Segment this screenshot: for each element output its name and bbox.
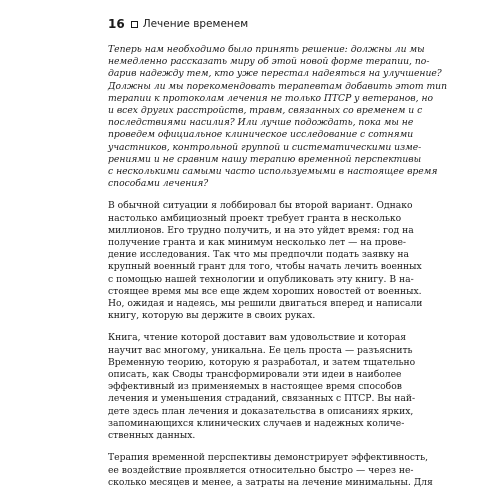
text-line: Но, ожидая и надеясь, мы решили двигаться вперед и написали [108,298,423,310]
text-line: последствиями насилия? Или лучше подождать, пока мы не [108,117,414,129]
text-line: ственных данных. [108,430,196,442]
page-number: 16 [108,17,125,31]
paragraph [108,332,416,442]
text-line: получение гранта и как минимум несколько лет — на прове- [108,237,407,249]
text-line: способами лечения? [108,178,209,190]
text-line: проведем официальное клиническое исследование с сотнями [108,129,414,141]
text-line: участников, контрольной группой и систематическими изме- [108,141,422,153]
paragraph-gap [108,442,394,452]
running-head [108,14,248,34]
text-line: стоящее время мы все еще ждем хороших новостей от военных. [108,285,422,297]
paragraph-gap [108,322,394,332]
text-line: Терапия временной перспективы демонстрирует эффективность, [108,452,429,464]
text-line: Книга, чтение которой доставит вам удовольствие и которая [108,332,407,344]
text-line: сколько месяцев и менее, а затраты на лечение минимальны. Для [108,476,433,488]
text-line: с несколькими самыми часто используемыми в настоящее время [108,166,438,178]
text-line: терапии к протоколам лечения не только ПТСР у ветеранов, но [108,92,434,104]
text-line: ее воздействие проявляется относительно быстро — через не- [108,464,414,476]
text-line: Временную теорию, которую я разработал, и затем тщательно [108,356,416,368]
text-line: Должны ли мы порекомендовать терапевтам добавить этот тип [108,80,448,92]
text-line: запоминающихся клинических случаев и надежных количе- [108,417,405,429]
body-text [108,44,448,489]
paragraph-gap [108,190,394,200]
text-line: немедленно рассказать миру об этой новой форме терапии, по- [108,56,430,68]
text-line: и всех других расстройств, травм, связанных со временем и с [108,105,423,117]
text-line: описать, как Своды трансформировали эти идеи в наиболее [108,369,402,381]
section-title: Лечение временем [142,18,249,30]
text-line: Теперь нам необходимо было принять решение: должны ли мы [108,44,425,55]
text-line: рениями и не сравним нашу терапию временной перспективы [108,153,422,165]
text-line: дете здесь план лечения и доказательства в описаниях ярких, [108,405,414,417]
text-line: миллионов. Его трудно получить, и на это уйдет время: год на [108,224,414,236]
square-icon [131,21,138,28]
text-line: книгу, которую вы держите в своих руках. [108,310,316,322]
paragraph [108,452,433,489]
paragraph [108,200,423,322]
text-line: дение исследования. Так что мы предпочли подать заявку на [108,249,409,261]
paragraph [108,44,448,190]
text-line: настолько амбициозный проект требует гранта в несколько [108,212,402,224]
text-line: с помощью нашей технологии и опубликовать эту книгу. В на- [108,273,414,285]
text-line: эффективный из применяемых в настоящее время способов [108,381,402,393]
text-line: дарив надежду тем, кто уже перестал надеяться на улучшение? [108,68,442,80]
text-line: лечения и уменьшения страданий, связанных с ПТСР. Вы най- [108,393,416,405]
text-line: крупный военный грант для того, чтобы начать лечить военных [108,261,422,273]
text-line: В обычной ситуации я лоббировал бы второй вариант. Однако [108,200,413,212]
text-line: научит вас многому, уникальна. Ее цель проста — разъяснить [108,344,413,356]
